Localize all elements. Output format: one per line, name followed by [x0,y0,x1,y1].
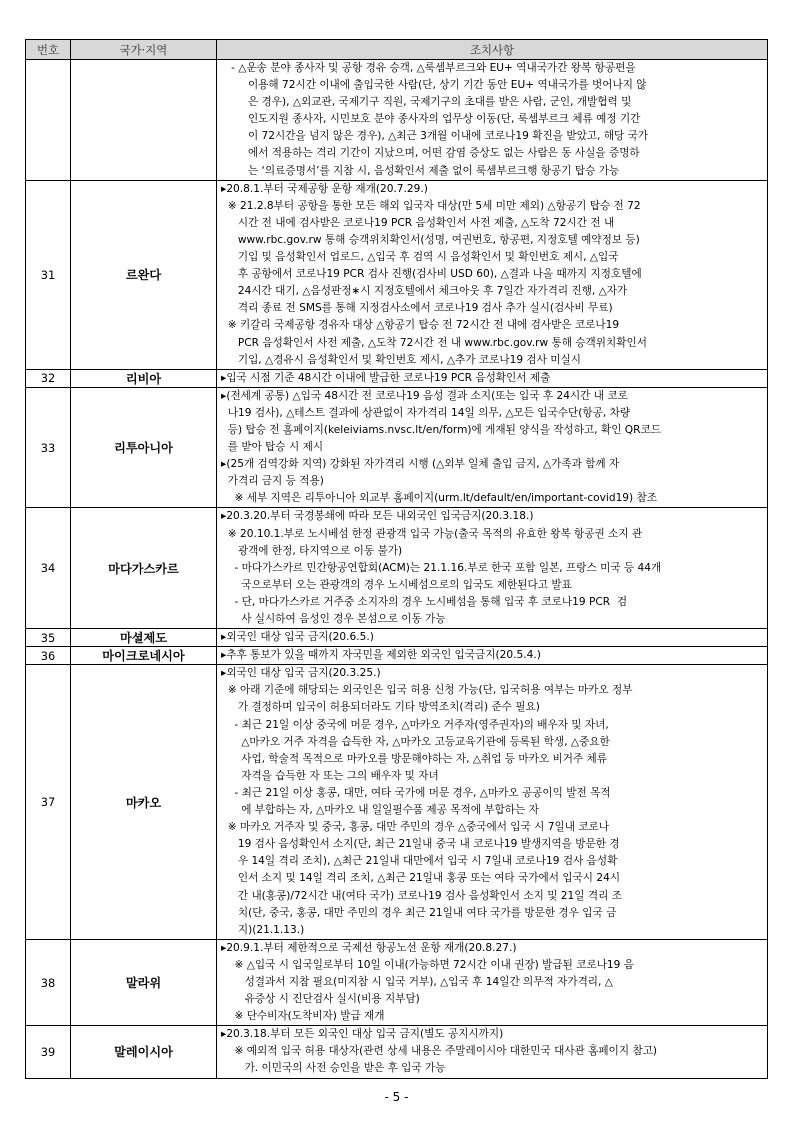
measure-line: 간 내(홍콩)/72시간 내(여타 국가) 코로나19 검사 음성확인서 소지 및 21일 격리 조 [221,889,622,902]
measures-cell [217,180,768,369]
measure-line: ※ 21.2.8부터 공항을 통한 모든 해외 입국자 대상(만 5세 미만 제외) △항공기 탑승 전 72 [221,199,641,212]
row-number: 35 [26,629,71,647]
measure-line: 우 14일 격리 조치), △최근 21일내 대만에서 입국 시 7일내 코로나19 검사 음성확 [221,855,618,868]
measure-line: ▸20.9.1.부터 제한적으로 국제선 항공노선 운항 재개(20.8.27.) [221,941,517,954]
country-name: 마카오 [71,665,217,940]
measure-line: ※ 예외적 입국 허용 대상자(관련 상세 내용은 주말레이시아 대한민국 대사관 홈페이지 참고) [221,1045,658,1058]
measure-line: 자격을 습득한 자 또는 그의 배우자 및 자녀 [221,769,439,782]
measure-line: 에 부합하는 자, △마카오 내 일일필수품 제공 목적에 부합하는 자 [221,804,539,817]
measure-line: 격리 종료 전 SMS를 통해 지정검사소에서 코로나19 검사 추가 실시(검사비 무료) [221,302,613,315]
measure-line: 등) 탑승 전 홈페이지(keleiviams.nvsc.lt/en/form)에 게재된 양식을 작성하고, 확인 QR코드 [221,423,661,436]
measure-line: - △운송 분야 종사자 및 공항 경유 승객, △룩셈부르크와 EU+ 역내국가간 왕복 항공편을 [221,62,636,74]
measure-line: 가 결정하며 입국이 허용되더라도 기타 방역조치(격리) 준수 필요) [221,701,540,714]
measures-cell [217,939,768,1025]
measures-cell [217,629,768,647]
row-number: 32 [26,369,71,387]
measure-line: 19 검사 음성확인서 소지(단, 최근 21일내 중국 내 코로나19 발생지역을 방문한 경 [221,838,620,851]
measure-line: - 최근 21일 이상 홍콩, 대만, 여타 국가에 머문 경우, △마카오 공공이익 발전 목적 [221,786,611,799]
measure-line: 가. 이민국의 사전 승인을 받은 후 입국 가능 [221,1062,446,1075]
measure-line: 인도지원 종사자, 시민보호 분야 종사자의 업무상 이동(단, 룩셈부르크 체류 예정 기간 [221,113,641,126]
table-row [26,508,768,629]
measure-line: ▸20.8.1.부터 국제공항 운항 재개(20.7.29.) [221,182,428,195]
measures-cell [217,1026,768,1078]
measures-table [25,39,768,1079]
measure-line: ※ 세부 지역은 리투아니아 외교부 홈페이지(urm.lt/default/en/important-covid19) 참조 [221,492,658,505]
measure-line: ※ 20.10.1.부로 노시베섬 한정 관광객 입국 가능(출국 목적의 유효한 왕복 항공권 소지 관 [221,527,643,540]
measures-cell [217,387,768,508]
measure-line: 를 받아 탑승 시 제시 [221,441,324,454]
measure-line: 후 공항에서 코로나19 PCR 검사 진행(검사비 USD 60), △결과 나올 때까지 지정호텔에 [221,268,642,281]
table-header-row [26,40,768,60]
measure-line: ▸외국인 대상 입국 금지(20.3.25.) [221,667,381,680]
country-name: 리비아 [71,369,217,387]
table-row [26,369,768,387]
table-row [26,387,768,508]
measure-line: - 최근 21일 이상 중국에 머문 경우, △마카오 거주자(영주권자)의 배우자 및 자녀, [221,718,609,731]
table-row [26,629,768,647]
measure-line: ▸추후 통보가 있을 때까지 자국민을 제외한 외국인 입국금지(20.5.4.) [221,649,541,662]
row-number: 34 [26,508,71,629]
measure-line: - 마다가스카르 민간항공연합회(ACM)는 21.1.16.부로 한국 포함 일본, 프랑스 미국 등 44개 [221,561,662,574]
measure-line: 치(단, 중국, 홍콩, 대만 주민의 경우 최근 21일내 여타 국가를 방문한 경우 입국 금 [221,906,617,919]
measures-cell [217,60,768,181]
measures-cell [217,647,768,665]
measure-line: ▸(전세계 공통) △입국 48시간 전 코로나19 음성 결과 소지(또는 입국 후 24시간 내 코로 [221,389,628,402]
measure-line: PCR 음성확인서 사전 제출, △도착 72시간 전 내 www.rbc.gov.rw 통해 승객위치확인서 [221,336,647,349]
measures-cell [217,369,768,387]
measure-line: △마카오 거주 자격을 습득한 자, △마카오 고등교육기관에 등록된 학생, △중요한 [221,735,610,748]
country-name [71,60,217,181]
measure-line: ※ 단수비자(도착비자) 발급 재개 [221,1010,385,1023]
measure-line: 사 실시하여 음성인 경우 본섬으로 이동 가능 [221,613,446,625]
measure-line: 인서 소지 및 14일 격리 조치, △최근 21일내 홍콩 또는 여타 국가에서 입국시 24시 [221,872,621,885]
country-name: 말라위 [71,939,217,1025]
table-row [26,665,768,940]
row-number [26,60,71,181]
measure-line: 는 ‘의료증명서’를 지참 시, 음성확인서 제출 없이 룩셈부르크행 항공기 탑승 가능 [221,164,620,177]
measure-line: - 단, 마다가스카르 거주중 소지자의 경우 노시베섬을 통해 입국 후 코로나19 PCR 검 [221,595,628,608]
measure-line: ▸20.3.18.부터 모든 외국인 대상 입국 금지(별도 공지시까지) [221,1028,504,1041]
page-number: - 5 - [384,1090,409,1104]
table-row [26,1026,768,1078]
measure-line: 기입 및 음성확인서 업로드, △입국 후 검역 시 음성확인서 및 확인번호 제시, △입국 [221,251,619,264]
measure-line: ※ 아래 기준에 해당되는 외국인은 입국 허용 신청 가능(단, 입국허용 여부는 마카오 정부 [221,684,633,697]
measures-cell [217,508,768,629]
row-number: 38 [26,939,71,1025]
table-body [26,60,768,1079]
measure-line: 사업, 학술적 목적으로 마카오를 방문해야하는 자, △취업 등 마카오 비거주 체류 [221,752,607,765]
row-number: 37 [26,665,71,940]
measure-line: ▸입국 시점 기준 48시간 이내에 발급한 코로나19 PCR 음성확인서 제출 [221,371,551,384]
table-row [26,939,768,1025]
measure-line: 24시간 대기, △음성판정∗시 지정호텔에서 체크아웃 후 7일간 자가격리 진행, △자가 [221,285,628,298]
measure-line: ※ △입국 시 입국일로부터 10일 이내(가능하면 72시간 이내 권장) 발급된 코로나19 음 [221,958,635,971]
measures-cell [217,665,768,940]
header-measures: 조치사항 [217,40,768,60]
country-name: 말레이시아 [71,1026,217,1078]
country-name: 르완다 [71,180,217,369]
measure-line: 이용해 72시간 이내에 출입국한 사람(단, 상기 기간 동안 EU+ 역내국가를 벗어나지 않 [221,79,647,92]
measure-line: 에서 적용하는 격리 기간이 지났으며, 어떤 감염 증상도 없는 사람은 동 사실을 증명하 [221,147,640,160]
measure-line: 나19 검사), △테스트 결과에 상관없이 자가격리 14일 의무, △모든 입국수단(항공, 차량 [221,406,631,419]
table-row [26,647,768,665]
country-name: 리투아니아 [71,387,217,508]
measure-line: ▸외국인 대상 입국 금지(20.6.5.) [221,631,374,644]
measure-line: 광객에 한정, 타지역으로 이동 불가) [221,544,403,557]
row-number: 31 [26,180,71,369]
table-row [26,180,768,369]
measure-line: 이 72시간을 넘지 않은 경우), △최근 3개월 이내에 코로나19 확진을 받았고, 해당 국가 [221,130,649,143]
country-name: 마이크로네시아 [71,647,217,665]
country-name: 마다가스카르 [71,508,217,629]
row-number: 36 [26,647,71,665]
measure-line: 지)(21.1.13.) [221,923,305,936]
row-number: 33 [26,387,71,508]
measure-line: 국으로부터 오는 관광객의 경우 노시베섬으로의 입국도 제한된다고 발표 [221,578,572,591]
measure-line: 유증상 시 진단검사 실시(비용 지부담) [221,993,420,1006]
measures-table-container [25,39,767,1079]
measure-line: www.rbc.gov.rw 통해 승객위치확인서(성명, 여권번호, 항공편, 지정호텔 예약정보 등) [221,233,640,246]
measure-line: ▸20.3.20.부터 국경봉쇄에 따라 모든 내외국인 입국금지(20.3.18.) [221,510,534,523]
country-name: 마셜제도 [71,629,217,647]
measure-line: 가격리 금지 등 적용) [221,475,324,488]
header-number: 번호 [26,40,71,60]
measure-line: 기입, △경유시 음성확인서 및 확인번호 제시, △추가 코로나19 검사 미실시 [221,353,581,366]
row-number: 39 [26,1026,71,1078]
measure-line: ▸(25개 검역강화 지역) 강화된 자가격리 시행 (△외부 일체 출입 금지, △가족과 함께 자 [221,458,620,471]
measure-line: 시간 전 내에 검사받은 코로나19 PCR 음성확인서 사전 제출, △도착 72시간 전 내 [221,216,615,229]
measure-line: 은 경우), △외교관, 국제기구 직원, 국제기구의 초대를 받은 사람, 군인, 개발협력 및 [221,96,632,109]
measure-line: ※ 마카오 거주자 및 중국, 홍콩, 대만 주민의 경우 △중국에서 입국 시 7일내 코로나 [221,821,610,834]
table-row [26,60,768,181]
header-country: 국가·지역 [71,40,217,60]
measure-line: 성결과서 지참 필요(미지참 시 입국 거부), △입국 후 14일간 의무적 자가격리, △ [221,975,613,988]
measure-line: ※ 키갈리 국제공항 경유자 대상 △항공기 탑승 전 72시간 전 내에 검사받은 코로나19 [221,319,620,332]
